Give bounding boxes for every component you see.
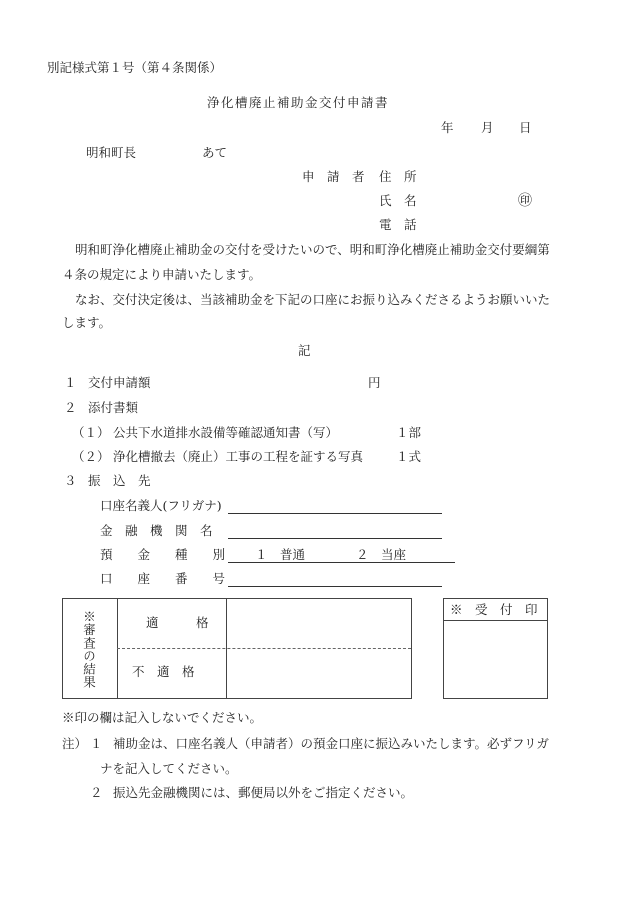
attachment-2-number: （２）	[72, 449, 110, 464]
notes-prefix: 注）	[62, 736, 88, 751]
account-holder-field[interactable]	[228, 499, 442, 514]
body-paragraph-2-line-2: します。	[62, 315, 112, 330]
body-paragraph-2-line-1: なお、交付決定後は、当該補助金を下記の口座にお振り込みくださるようお願いいた	[75, 292, 551, 307]
applicant-phone-label: 電 話	[379, 217, 417, 232]
review-fail-cell[interactable]	[227, 649, 410, 697]
form-number: 別記様式第１号（第４条関係）	[47, 60, 223, 75]
date-year: 年	[441, 120, 454, 135]
note-1-number: １	[90, 736, 103, 751]
item-1-label: 交付申請額	[88, 375, 151, 390]
account-type-label: 預 金 種 別	[100, 547, 226, 562]
applicant-name-label: 氏 名	[379, 193, 417, 208]
item-2-label: 添付書類	[88, 400, 139, 415]
review-pass-label: 適 格	[146, 615, 209, 630]
body-paragraph-1-line-2: ４条の規定により申請いたします。	[62, 267, 262, 282]
note-1-line-2: ナを記入してください。	[100, 761, 238, 776]
note-2-number: ２	[90, 785, 103, 800]
institution-label: 金 融 機 関 名	[100, 523, 213, 538]
date-day: 日	[519, 120, 532, 135]
note-2-text: 振込先金融機関には、郵便局以外をご指定ください。	[113, 785, 414, 800]
applicant-address-label: 住 所	[379, 169, 417, 184]
page-title: 浄化槽廃止補助金交付申請書	[207, 95, 390, 110]
addressee-to: あて	[202, 145, 228, 160]
account-type-option-2[interactable]: ２ 当座	[356, 547, 407, 562]
review-pass-cell[interactable]	[227, 599, 410, 647]
item-3-number: ３	[64, 473, 77, 488]
addressee-name: 明和町長	[86, 145, 137, 160]
note-1-line-1: 補助金は、口座名義人（申請者）の預金口座に振込みいたします。必ずフリガ	[113, 736, 549, 751]
note-mark: ※印の欄は記入しないでください。	[62, 710, 263, 725]
attachment-1-number: （１）	[72, 425, 110, 440]
attachment-2-qty: １式	[396, 449, 422, 464]
item-1-number: １	[64, 375, 77, 390]
reception-stamp-divider	[443, 620, 547, 621]
account-number-field[interactable]	[228, 572, 442, 587]
review-fail-label: 不 適 格	[132, 664, 195, 679]
seal-mark: ㊞	[518, 193, 532, 209]
attachment-1-text: 公共下水道排水設備等確認通知書（写）	[113, 425, 339, 440]
account-type-option-1[interactable]: １ 普通	[255, 547, 306, 562]
reception-label: ※ 受 付 印	[450, 602, 538, 617]
ki-heading: 記	[298, 343, 311, 358]
institution-field[interactable]	[228, 524, 442, 539]
attachment-1-qty: １部	[396, 425, 422, 440]
date-month: 月	[481, 120, 494, 135]
item-3-label: 振 込 先	[88, 473, 151, 488]
item-2-number: ２	[64, 400, 77, 415]
account-number-label: 口 座 番 号	[100, 571, 226, 586]
review-header: ※審査の結果	[81, 610, 97, 689]
applicant-label: 申 請 者	[302, 169, 365, 184]
account-holder-label: 口座名義人(フリガナ)	[100, 498, 222, 513]
body-paragraph-1-line-1: 明和町浄化槽廃止補助金の交付を受けたいので、明和町浄化槽廃止補助金交付要綱第	[75, 242, 550, 257]
item-1-unit: 円	[368, 375, 381, 390]
attachment-2-text: 浄化槽撤去（廃止）工事の工程を証する写真	[113, 449, 364, 464]
